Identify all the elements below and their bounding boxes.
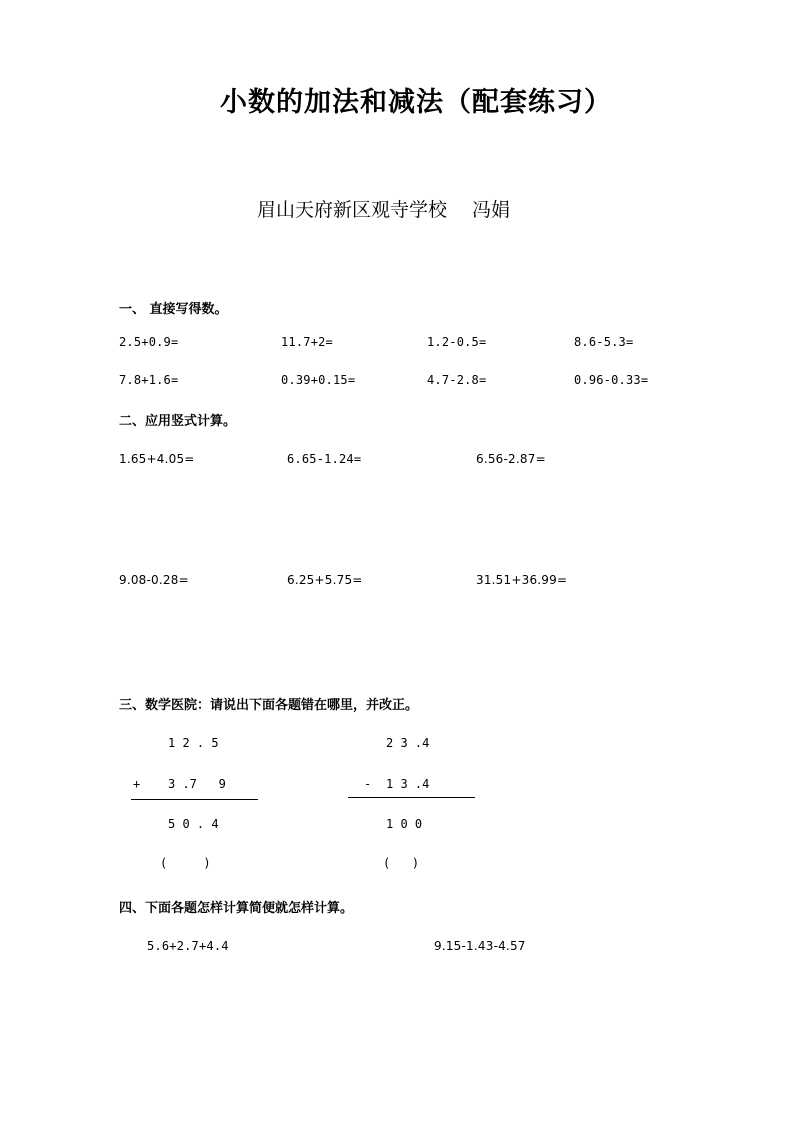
vertical-calc-item: 6.25+5.75= bbox=[287, 573, 363, 587]
mental-math-item: 7.8+1.6= bbox=[119, 373, 179, 387]
section-4-heading: 四、下面各题怎样计算简便就怎样计算。 bbox=[119, 901, 354, 916]
addend-top: 1 2 . 5 bbox=[168, 736, 219, 750]
section-3-heading: 三、数学医院：请说出下面各题错在哪里，并改正。 bbox=[119, 698, 419, 713]
mental-math-item: 2.5+0.9= bbox=[119, 335, 179, 349]
wrong-result: 1 0 0 bbox=[386, 817, 423, 831]
minuend: 2 3 .4 bbox=[386, 736, 430, 750]
wrong-result: 5 0 . 4 bbox=[168, 817, 219, 831]
mental-math-item: 4.7-2.8= bbox=[427, 373, 487, 387]
mental-math-item: 1.2-0.5= bbox=[427, 335, 487, 349]
subtrahend: 1 3 .4 bbox=[386, 777, 430, 791]
page-title: 小数的加法和减法（配套练习） bbox=[220, 87, 612, 118]
vertical-calc-item: 6.65-1.24= bbox=[287, 452, 362, 466]
mental-math-item: 0.39+0.15= bbox=[281, 373, 356, 387]
difference-line bbox=[348, 797, 475, 798]
addend-bottom: 3 .7 9 bbox=[168, 777, 226, 791]
judgement-blank: ( ) bbox=[383, 856, 420, 870]
section-2-heading: 二、应用竖式计算。 bbox=[119, 414, 237, 429]
mental-math-item: 0.96-0.33= bbox=[574, 373, 649, 387]
judgement-blank: ( ) bbox=[160, 856, 211, 870]
vertical-calc-item: 1.65+4.05= bbox=[119, 452, 195, 466]
section-1-heading: 一、 直接写得数。 bbox=[119, 302, 228, 317]
vertical-calc-item: 31.51+36.99= bbox=[476, 573, 568, 587]
mental-math-item: 11.7+2= bbox=[281, 335, 333, 349]
plus-sign: + bbox=[133, 777, 141, 791]
sum-line bbox=[131, 799, 258, 800]
author-line: 眉山天府新区观寺学校 冯娟 bbox=[257, 199, 511, 221]
mental-math-item: 8.6-5.3= bbox=[574, 335, 634, 349]
simplify-item: 9.15-1.43-4.57 bbox=[434, 939, 526, 953]
simplify-item: 5.6+2.7+4.4 bbox=[147, 939, 229, 953]
minus-sign: - bbox=[364, 777, 372, 791]
vertical-calc-item: 9.08-0.28= bbox=[119, 573, 189, 587]
vertical-calc-item: 6.56-2.87= bbox=[476, 452, 546, 466]
